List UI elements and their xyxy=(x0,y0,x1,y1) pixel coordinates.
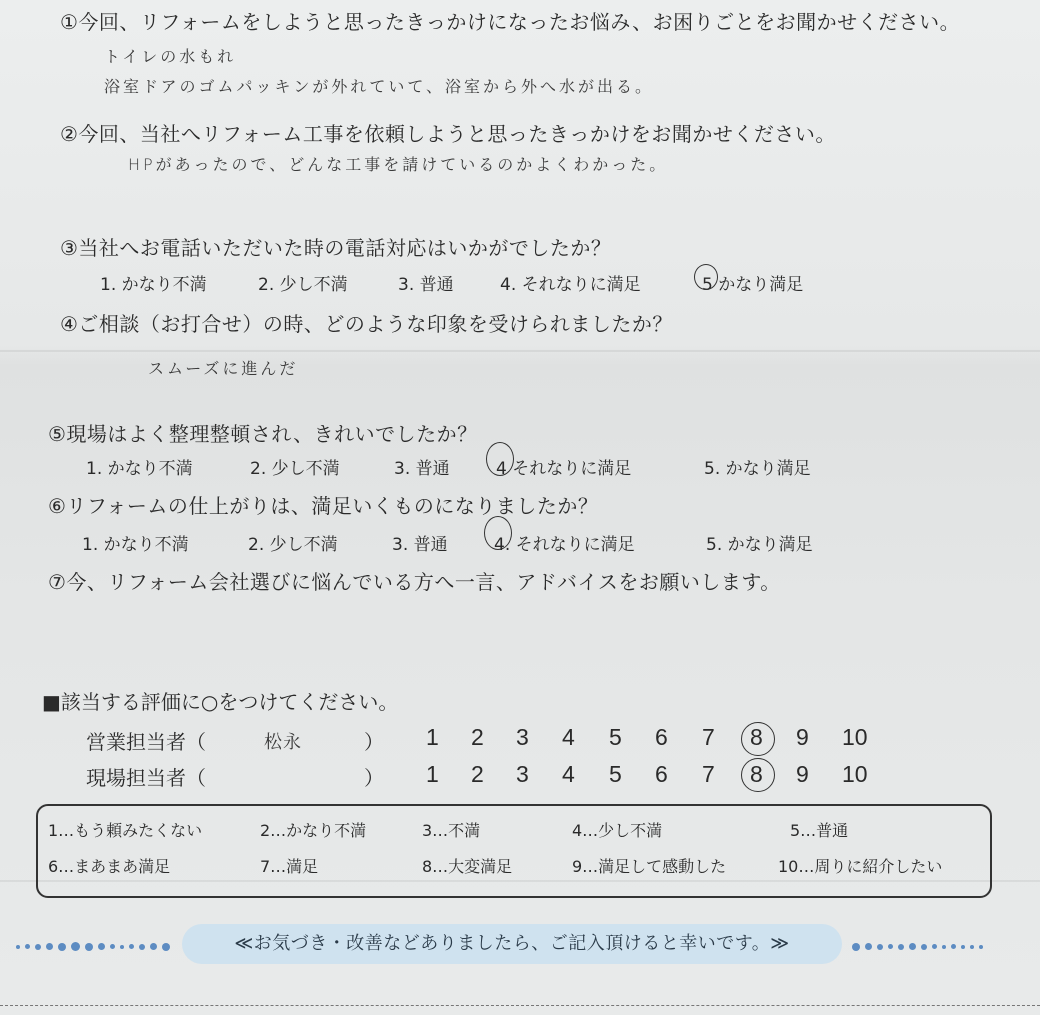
answer-4: スムーズに進んだ xyxy=(148,359,299,378)
rating-close-sales: ） xyxy=(364,730,384,754)
q6-option-3[interactable]: 3. 普通 xyxy=(392,535,448,555)
legend-item-7: 7…満足 xyxy=(260,857,319,876)
site-score-3[interactable]: 3 xyxy=(516,761,529,787)
site-score-6[interactable]: 6 xyxy=(655,761,668,787)
site-score-9[interactable]: 9 xyxy=(796,761,809,787)
q6-option-4[interactable]: 4. それなりに満足 xyxy=(494,535,635,555)
feedback-banner: ≪お気づき・改善などありましたら、ご記入頂けると幸いです。≫ xyxy=(182,924,842,964)
question-3: ③当社へお電話いただいた時の電話対応はいかがでしたか？ xyxy=(60,236,612,260)
cut-line-divider xyxy=(0,1005,1040,1006)
q3-option-1[interactable]: 1. かなり不満 xyxy=(100,275,207,295)
legend-item-9: 9…満足して感動した xyxy=(572,857,727,876)
answer-1-line-2: 浴室ドアのゴムパッキンが外れていて、浴室から外へ水が出る。 xyxy=(104,77,655,96)
sales-score-6[interactable]: 6 xyxy=(655,724,668,750)
legend-item-3: 3…不満 xyxy=(422,821,481,840)
site-score-5[interactable]: 5 xyxy=(609,761,622,787)
q3-option-4[interactable]: 4. それなりに満足 xyxy=(500,275,641,295)
legend-item-5: 5…普通 xyxy=(790,821,849,840)
sales-score-1[interactable]: 1 xyxy=(426,724,439,750)
sales-score-8[interactable]: 8 xyxy=(750,724,763,750)
site-score-1[interactable]: 1 xyxy=(426,761,439,787)
rating-legend-box xyxy=(36,804,992,898)
q5-option-1[interactable]: 1. かなり不満 xyxy=(86,459,193,479)
legend-item-4: 4…少し不満 xyxy=(572,821,663,840)
legend-item-8: 8…大変満足 xyxy=(422,857,513,876)
site-score-8[interactable]: 8 xyxy=(750,761,763,787)
sales-score-4[interactable]: 4 xyxy=(562,724,575,750)
answer-2: HPがあったので、どんな工事を請けているのかよくわかった。 xyxy=(128,155,669,174)
sales-score-3[interactable]: 3 xyxy=(516,724,529,750)
question-7: ⑦今、リフォーム会社選びに悩んでいる方へ一言、アドバイスをお願いします。 xyxy=(48,570,781,594)
site-score-4[interactable]: 4 xyxy=(562,761,575,787)
question-6: ⑥リフォームの仕上がりは、満足いくものになりましたか？ xyxy=(48,494,599,518)
q3-option-3[interactable]: 3. 普通 xyxy=(398,275,454,295)
sales-selection-circle xyxy=(741,722,775,756)
rating-label-site: 現場担当者（ xyxy=(86,766,206,790)
site-selection-circle xyxy=(741,758,775,792)
q5-option-3[interactable]: 3. 普通 xyxy=(394,459,450,479)
sales-score-2[interactable]: 2 xyxy=(471,724,484,750)
rating-close-site: ） xyxy=(364,766,384,790)
sales-score-9[interactable]: 9 xyxy=(796,724,809,750)
decorative-dots-right xyxy=(852,936,988,950)
q5-option-2[interactable]: 2. 少し不満 xyxy=(250,459,340,479)
legend-item-2: 2…かなり不満 xyxy=(260,821,367,840)
rating-label-sales: 営業担当者（ xyxy=(86,730,206,754)
q6-option-2[interactable]: 2. 少し不満 xyxy=(248,535,338,555)
legend-item-10: 10…周りに紹介したい xyxy=(778,857,943,876)
decorative-dots-left xyxy=(16,936,175,950)
question-5: ⑤現場はよく整理整頓され、きれいでしたか？ xyxy=(48,422,478,446)
q6-option-5[interactable]: 5. かなり満足 xyxy=(706,535,813,555)
q6-selection-circle xyxy=(484,516,512,550)
question-1: ①今回、リフォームをしようと思ったきっかけになったお悩み、お困りごとをお聞かせください。 xyxy=(60,10,961,34)
site-score-2[interactable]: 2 xyxy=(471,761,484,787)
q3-selection-circle xyxy=(694,264,718,290)
answer-1-line-1: トイレの水もれ xyxy=(104,47,237,66)
sales-score-7[interactable]: 7 xyxy=(702,724,715,750)
site-score-7[interactable]: 7 xyxy=(702,761,715,787)
question-4: ④ご相談（お打合せ）の時、どのような印象を受けられましたか？ xyxy=(60,312,673,336)
question-2: ②今回、当社へリフォーム工事を依頼しようと思ったきっかけをお聞かせください。 xyxy=(60,122,836,146)
q5-option-5[interactable]: 5. かなり満足 xyxy=(704,459,811,479)
legend-item-1: 1…もう頼みたくない xyxy=(48,821,203,840)
q3-option-5[interactable]: 5 かなり満足 xyxy=(702,275,804,295)
q5-option-4[interactable]: 4 それなりに満足 xyxy=(496,459,632,479)
sales-rep-name: 松永 xyxy=(264,732,302,753)
sales-score-10[interactable]: 10 xyxy=(842,724,868,750)
site-score-10[interactable]: 10 xyxy=(842,761,868,787)
q3-option-2[interactable]: 2. 少し不満 xyxy=(258,275,348,295)
q5-selection-circle xyxy=(486,442,514,476)
q6-option-1[interactable]: 1. かなり不満 xyxy=(82,535,189,555)
legend-item-6: 6…まあまあ満足 xyxy=(48,857,171,876)
sales-score-5[interactable]: 5 xyxy=(609,724,622,750)
rating-heading: ■該当する評価に○をつけてください。 xyxy=(42,690,399,714)
